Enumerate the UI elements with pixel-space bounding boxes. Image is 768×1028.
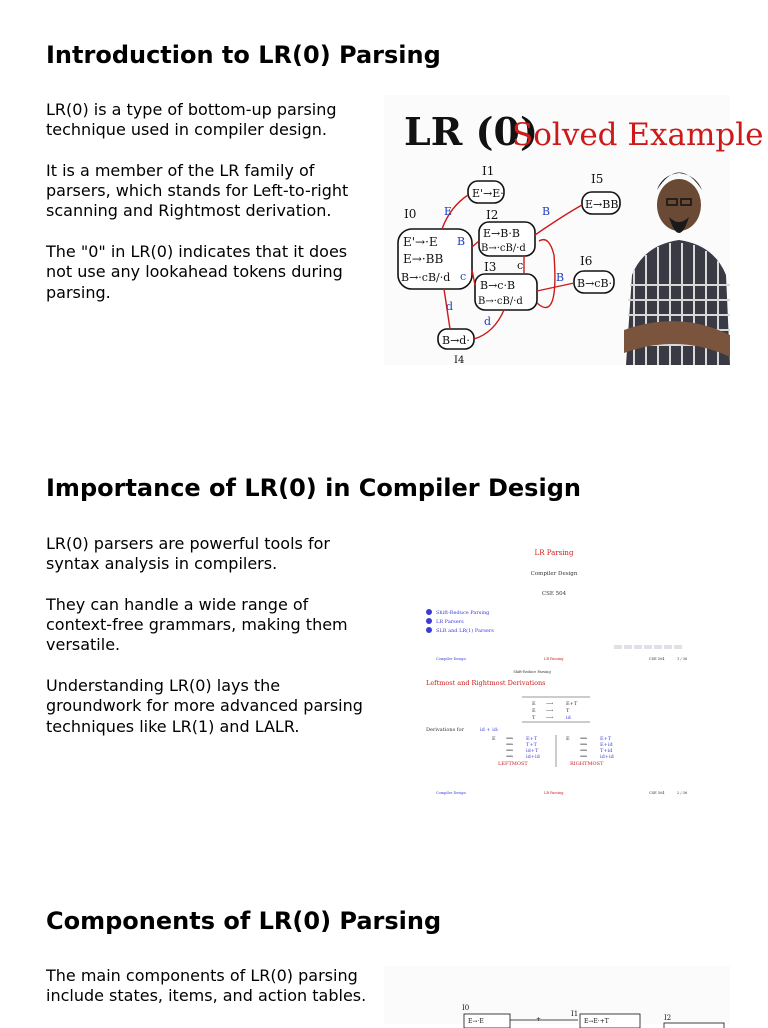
slide-kicker: Shift-Reduce Parsing (513, 670, 551, 674)
state-label: I0 (404, 207, 417, 221)
derivation-label: Derivations for (426, 727, 465, 733)
edge-label: B (457, 235, 466, 248)
automaton-preview (384, 966, 730, 1024)
slide-bullet: LR Parsers (436, 619, 464, 625)
slide-subtitle: Compiler Design (530, 571, 578, 577)
slide-page: 1 / 36 (677, 657, 688, 661)
grammar-rhs: T (566, 708, 570, 714)
paragraph: LR(0) is a type of bottom-up parsing technique used in compiler design. (46, 100, 337, 140)
section-components (0, 866, 768, 1024)
lr0-solved-example-image (384, 95, 764, 366)
slide-bullet: SLR and LR(1) Parsers (436, 628, 494, 634)
leftmost-step: id+id (526, 754, 540, 760)
slide-page: 2 / 36 (677, 791, 688, 795)
state-item: B→·cB/·d (401, 271, 451, 284)
section-importance (0, 433, 768, 833)
heading-left: LR (0) (404, 109, 538, 154)
paragraph: The main components of LR(0) parsing include states, items, and action tables. (46, 966, 367, 1006)
edge-label: d (446, 300, 454, 313)
state-label: I2 (486, 208, 499, 222)
paragraph: The "0" in LR(0) indicates that it does not use any lookahead tokens during parsing. (46, 242, 348, 302)
section-text (46, 966, 376, 1027)
state-item: B→cB· (577, 277, 613, 290)
svg-text:⟹: ⟹ (580, 748, 588, 754)
state-label: I5 (591, 172, 604, 186)
grammar-lhs: T (532, 715, 536, 721)
rightmost-step: E+T (600, 736, 612, 742)
leftmost-step: T+T (526, 742, 537, 748)
slides-preview (414, 535, 714, 797)
leftmost-step: id+T (526, 748, 539, 754)
lr0-diagram (384, 95, 764, 366)
svg-text:⟹: ⟹ (580, 754, 588, 760)
section-title: Components of LR(0) Parsing (46, 907, 442, 935)
grammar-rhs: id (566, 715, 571, 721)
slide-title: Leftmost and Rightmost Derivations (426, 679, 546, 687)
slide-course: CSE 504 (541, 591, 567, 597)
slide-title: LR Parsing (534, 549, 574, 557)
state-box (664, 1023, 724, 1028)
state-label: I1 (482, 164, 495, 178)
state-item: B→·cB/·d (478, 296, 523, 307)
slide-footer: LR Parsing (544, 791, 564, 795)
grammar-lhs: E (532, 708, 536, 714)
state-label: I4 (454, 355, 465, 366)
section-text (46, 100, 376, 323)
edge-label: c (517, 259, 524, 272)
svg-text:⟹: ⟹ (506, 736, 514, 742)
state-item: E→·BB (403, 252, 444, 266)
state-label: I1 (571, 1010, 579, 1018)
state-item: E→E·+T (584, 1018, 609, 1025)
paragraph: LR(0) parsers are powerful tools for syntax analysis in compilers. (46, 534, 330, 574)
state-item: E→·E (468, 1018, 484, 1025)
svg-text:⟹: ⟹ (506, 754, 514, 760)
rightmost-step: id+id (600, 754, 614, 760)
transition-mark: + (536, 1016, 542, 1023)
state-item: B→c·B (480, 279, 516, 292)
slide-footer: CSE 504 (649, 657, 665, 661)
slide-footer: LR Parsing (544, 657, 564, 661)
paragraph: Understanding LR(0) lays the groundwork for more advanced parsing techniques like LR(1) and LALR. (46, 676, 363, 736)
svg-text:⟹: ⟹ (506, 742, 514, 748)
state-item: E'→·E (403, 235, 438, 249)
state-item: E'→E· (472, 187, 504, 200)
svg-text:⟶: ⟶ (546, 701, 554, 707)
slide-footer: CSE 504 (649, 791, 665, 795)
state-label: I3 (484, 260, 497, 274)
leftmost-label: LEFTMOST (498, 761, 528, 767)
svg-text:E: E (492, 736, 496, 742)
state-label: I2 (664, 1014, 672, 1022)
derivation-input: id + id: (480, 727, 499, 733)
slide-footer: Compiler Design (436, 657, 466, 661)
slide-footer: Compiler Design (436, 791, 466, 795)
edge-label: E (444, 205, 453, 218)
edge-label: c (460, 270, 467, 283)
lr-parsing-slides-image (414, 535, 714, 797)
svg-text:⟹: ⟹ (580, 736, 588, 742)
slide-bullet: Shift-Reduce Parsing (436, 610, 490, 616)
svg-text:⟹: ⟹ (580, 742, 588, 748)
state-label: I6 (580, 254, 593, 268)
edge-label: d (484, 315, 492, 328)
state-label: I0 (462, 1004, 470, 1012)
grammar-lhs: E (532, 701, 536, 707)
grammar-rhs: E+T (566, 701, 578, 707)
state-item: E→BB· (585, 198, 622, 211)
svg-text:⟹: ⟹ (506, 748, 514, 754)
paragraph: They can handle a wide range of context-free grammars, making them versatile. (46, 594, 348, 655)
heading-right: Solved Example (512, 117, 764, 153)
edge-label: B (542, 205, 551, 218)
state-item: B→·cB/·d (481, 243, 526, 254)
leftmost-step: E+T (526, 736, 538, 742)
rightmost-step: E+id (600, 742, 613, 748)
svg-text:E: E (566, 736, 570, 742)
section-introduction (0, 0, 768, 400)
state-item: B→d· (442, 334, 470, 347)
section-title: Introduction to LR(0) Parsing (46, 41, 441, 69)
svg-text:⟶: ⟶ (546, 715, 554, 721)
section-title: Importance of LR(0) in Compiler Design (46, 474, 581, 502)
lr0-automaton-image (384, 966, 730, 1024)
paragraph: It is a member of the LR family of parsers, which stands for Left-to-right scanning and Rightmost derivation. (46, 160, 349, 221)
svg-text:⟶: ⟶ (546, 708, 554, 714)
section-text (46, 534, 376, 757)
rightmost-label: RIGHTMOST (570, 761, 604, 767)
edge-label: B (556, 271, 565, 284)
rightmost-step: T+id (600, 748, 613, 754)
state-item: E→B·B (483, 227, 520, 240)
